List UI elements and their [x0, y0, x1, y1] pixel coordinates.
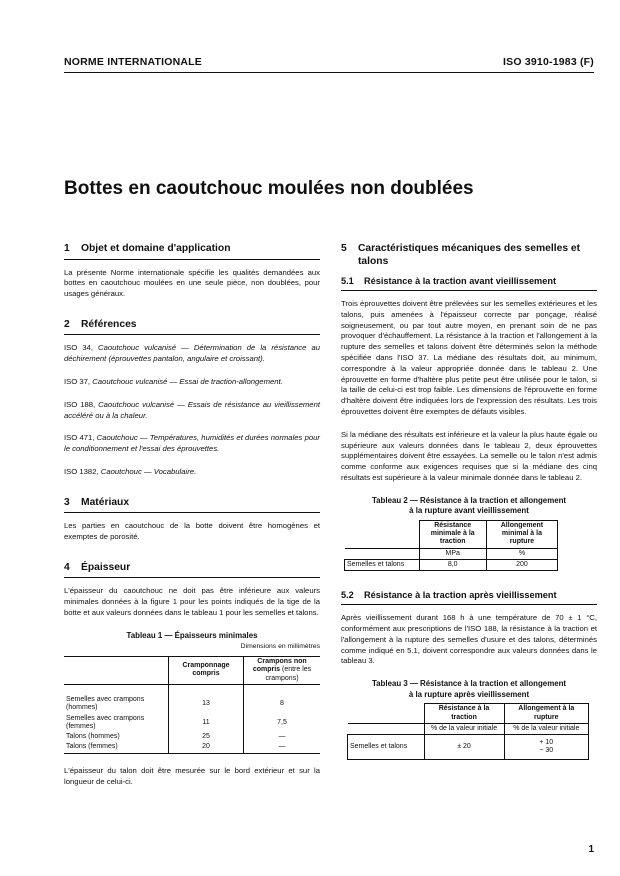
- section-5-2-heading: 5.2 Résistance à la traction après vieillissement: [341, 590, 557, 601]
- table-row: Semelles et talons 8,0 200: [345, 559, 558, 570]
- reference-item: ISO 37, Caoutchouc vulcanisé — Essai de traction-allongement.: [64, 376, 283, 386]
- table-row: Semelles et talons ± 20 + 10 − 30: [348, 735, 589, 760]
- section-5-heading: 5 Caractéristiques mécaniques des semelles et talons: [341, 243, 581, 267]
- table-1-header-col2: Crampons non compris (entre les crampons): [244, 657, 321, 685]
- reference-item: ISO 188, Caoutchouc vulcanisé — Essais de résistance au vieillissement accéléré ou à la chaleur.: [64, 399, 320, 420]
- section-5-1-heading: 5.1 Résistance à la traction avant vieillissement: [341, 276, 557, 286]
- section-4-text: L'épaisseur du caoutchouc ne doit pas être inférieure aux valeurs minimales données à la figure 1 pour les points indiqués de la tige de la botte et aux valeurs données dans le tableau 1 pour les semelles et talons.: [64, 586, 320, 617]
- table-3-caption: Tableau 3 — Résistance à la traction et allongement à la rupture après vieillissement: [371, 679, 567, 699]
- table-row: Talons (hommes) 25 —: [64, 732, 320, 742]
- table-3: Résistance à la traction Allongement à la rupture % de la valeur initiale % de la valeur initiale Semelles et talons ± 20 + 10 − 30: [347, 703, 589, 760]
- right-column: [341, 243, 597, 760]
- left-column: [64, 243, 320, 787]
- table-3-header-col1: Résistance à la traction: [424, 704, 504, 724]
- table-1-header-col1: Cramponnage compris: [169, 657, 244, 685]
- header-standard-number: ISO 3910-1983 (F): [503, 56, 594, 68]
- table-2-header-col2: Allongement minimal à la rupture: [486, 520, 557, 548]
- section-3-text: Les parties en caoutchouc de la botte doivent être homogènes et exemptes de porosité.: [64, 521, 320, 542]
- header-standard-type: NORME INTERNATIONALE: [64, 56, 202, 68]
- table-2-header-col1: Résistance minimale à la traction: [419, 520, 486, 548]
- table-2: Résistance minimale à la traction Allongement minimal à la rupture MPa % Semelles et talons 8,0 200: [344, 520, 558, 571]
- table-row: Semelles avec crampons (hommes) 13 8: [64, 695, 320, 714]
- section-5-2-para-1: Après vieillissement durant 168 h à une température de 70 ± 1 °C, conformément aux prescriptions de l'ISO 188, la résistance à la traction et l'allongement à la rupture des semelles d'usure et des talons, déterminés comme indiqué en 5.1, doivent correspondre aux valeurs données dans le tableau 3.: [341, 613, 597, 666]
- section-2-heading: 2 Références: [64, 318, 137, 330]
- reference-item: ISO 1382, Caoutchouc — Vocabulaire.: [64, 466, 197, 476]
- table-1-unit: Dimensions en millimètres: [240, 643, 320, 651]
- section-1-heading: 1 Objet et domaine d'application: [64, 243, 231, 254]
- table-2-caption: Tableau 2 — Résistance à la traction et allongement à la rupture avant vieillissement: [371, 495, 567, 516]
- reference-item: ISO 34, Caoutchouc vulcanisé — Détermination de la résistance au déchirement (éprouvettes pantalon, angulaire et croissant).: [64, 343, 320, 364]
- table-1-caption: Tableau 1 — Épaisseurs minimales: [126, 630, 258, 640]
- table-row: Semelles avec crampons (femmes) 11 7,5: [64, 714, 320, 733]
- document-title: Bottes en caoutchouc moulées non doublées: [64, 178, 474, 199]
- header-rule: [64, 72, 594, 73]
- section-1-text: La présente Norme internationale spécifie les qualités demandées aux bottes en caoutchouc moulées en une seule pièce, non doublées, pour usages généraux.: [64, 267, 320, 299]
- reference-item: ISO 471, Caoutchouc — Températures, humidités et durées normales pour le conditionnement et l'essai des éprouvettes.: [64, 433, 320, 454]
- table-3-header-col2: Allongement à la rupture: [504, 704, 588, 724]
- table-row: Talons (femmes) 20 —: [64, 742, 320, 753]
- table-1: [64, 656, 320, 754]
- section-5-1-para-1: Trois éprouvettes doivent être prélevées sur les semelles extérieures et les talons, puis amenées à l'épaisseur correcte par ponçage, réalisé soigneusement, ou par tout autre moyen, en prenant soin de ne pas provoquer d'échauffement. La résistance à la traction et l'allongement à la rupture des semelles et talons doivent être déterminés selon la méthode spécifiée dans l'ISO 37. La médiane des résultats doit, au minimum, correspondre à la valeur appropriée donnée dans le tableau 2. Une éprouvette en forme d'haltère plus petite peut être utilisée pour le talon, si la taille de celui-ci est trop faible. Les dimensions de l'éprouvette en forme d'haltère doivent être indiquées lors de l'expression des résultats. Les trois éprouvettes doivent être exemptes de défauts visibles.: [341, 299, 597, 416]
- page-number: 1: [588, 844, 594, 855]
- section-5-1-para-2: Si la médiane des résultats est inférieure et la valeur la plus haute égale ou supérieure aux valeurs données dans le tableau 2, deux éprouvettes supplémentaires doivent être essayées. La semelle ou le talon n'est admis comme conforme aux exigences requises que si la médiane des cinq résultats est supérieure à la valeur minimale donnée dans le tableau 2.: [341, 429, 597, 482]
- section-4-heading: 4 Épaisseur: [64, 561, 131, 573]
- section-3-heading: 3 Matériaux: [64, 496, 130, 508]
- section-4-after-table-text: L'épaisseur du talon doit être mesurée sur le bord extérieur et sur la longueur de celui-ci.: [64, 765, 320, 786]
